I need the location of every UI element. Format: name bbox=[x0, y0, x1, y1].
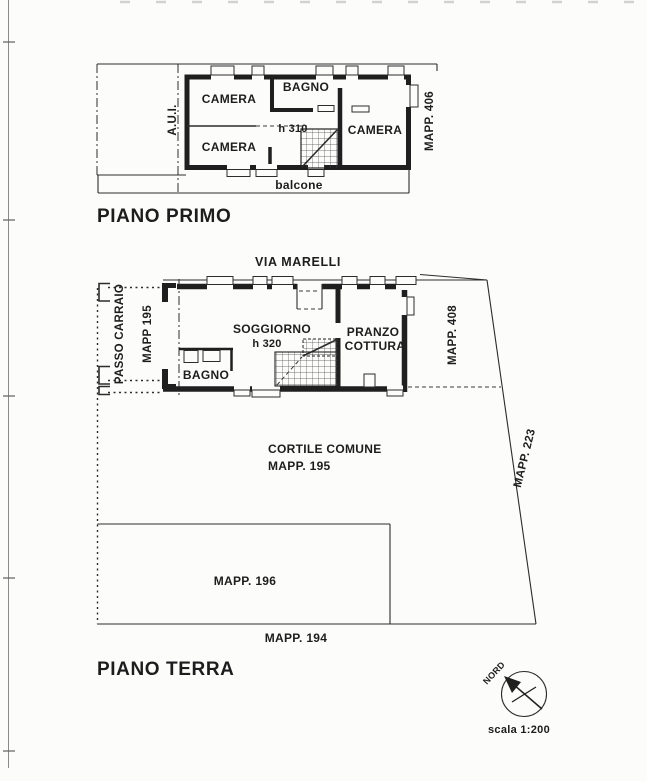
driveway-parcel-label: MAPP 195 bbox=[142, 305, 154, 363]
north-label: NORD bbox=[481, 659, 507, 687]
ceiling-height-primo: h 310 bbox=[278, 123, 308, 135]
bathroom-fixtures bbox=[184, 351, 220, 363]
room-label-soggiorno: SOGGIORNO bbox=[232, 322, 312, 336]
balcony-outline bbox=[98, 169, 409, 193]
room-label-pranzo-line1: PRANZO bbox=[346, 325, 400, 339]
compass-rose bbox=[481, 659, 550, 736]
ceiling-height-terra: h 320 bbox=[252, 338, 282, 350]
parcel-label-194: MAPP. 194 bbox=[264, 631, 328, 645]
balcony-label: balcone bbox=[275, 178, 323, 192]
room-label-camera-1: CAMERA bbox=[201, 92, 257, 106]
floor-title-primo: PIANO PRIMO bbox=[97, 206, 232, 227]
stairs-piano-terra bbox=[275, 339, 338, 386]
room-label-pranzo-line2: COTTURA bbox=[344, 339, 406, 353]
piano-primo-plan bbox=[97, 64, 437, 227]
parcel-label-406: MAPP. 406 bbox=[424, 90, 436, 152]
room-label-bagno-terra: BAGNO bbox=[182, 368, 230, 382]
piano-terra-plan bbox=[97, 255, 538, 680]
scale-label: scala 1:200 bbox=[487, 724, 551, 736]
easement-label-aui: A.U.I. bbox=[167, 104, 179, 136]
room-label-camera-3: CAMERA bbox=[347, 123, 403, 137]
parcel-label-223: MAPP. 223 bbox=[511, 427, 539, 489]
parcel-label-408: MAPP. 408 bbox=[447, 304, 459, 366]
room-label-camera-2: CAMERA bbox=[201, 140, 257, 154]
room-label-bagno-primo: BAGNO bbox=[282, 80, 330, 94]
street-label: VIA MARELLI bbox=[255, 255, 341, 269]
floor-title-terra: PIANO TERRA bbox=[97, 659, 235, 680]
courtyard-label-line2: MAPP. 195 bbox=[268, 459, 331, 473]
north-arrow-icon bbox=[504, 676, 521, 693]
parcel-label-196: MAPP. 196 bbox=[213, 574, 277, 588]
driveway-label: PASSO CARRAIO bbox=[114, 283, 126, 385]
courtyard-label-line1: CORTILE COMUNE bbox=[268, 442, 382, 456]
